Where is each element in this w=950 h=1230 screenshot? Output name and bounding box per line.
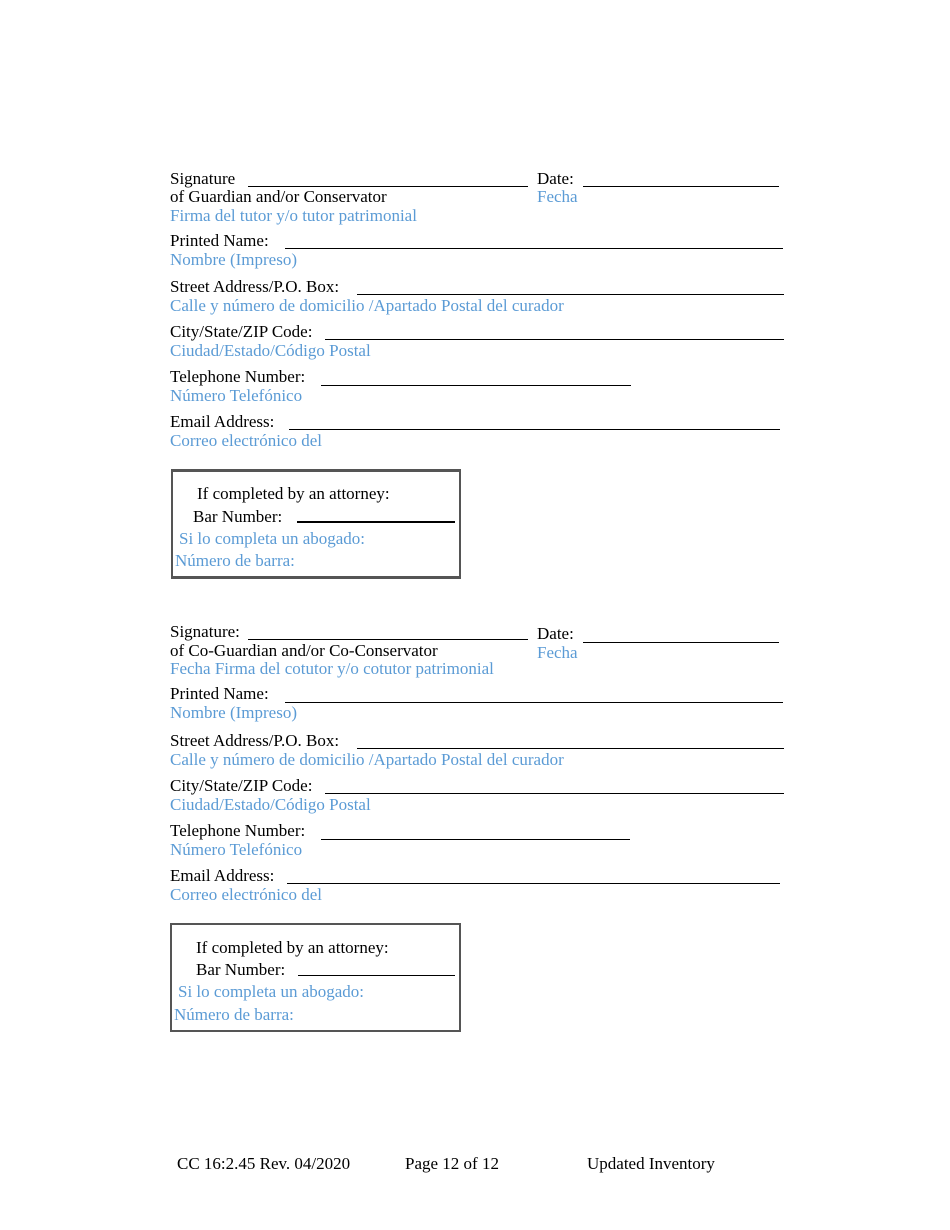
co-signature-label: Signature: — [170, 622, 240, 641]
printed-name-es-label: Nombre (Impreso) — [170, 250, 297, 269]
co-phone-field[interactable] — [321, 839, 630, 840]
bar-number-es-label: Número de barra: — [175, 551, 295, 570]
date-label: Date: — [537, 169, 574, 188]
co-bar-number-label: Bar Number: — [196, 960, 286, 979]
date-field[interactable] — [583, 186, 779, 187]
co-email-label: Email Address: — [170, 866, 275, 885]
co-phone-es-label: Número Telefónico — [170, 840, 303, 859]
attorney-es-label: Si lo completa un abogado: — [179, 529, 366, 548]
form-title: Updated Inventory — [587, 1154, 715, 1173]
email-field[interactable] — [289, 429, 780, 430]
printed-name-field[interactable] — [285, 248, 783, 249]
co-date-es-label: Fecha — [537, 643, 578, 662]
co-city-label: City/State/ZIP Code: — [170, 776, 313, 795]
co-bar-number-field[interactable] — [298, 975, 455, 976]
phone-label: Telephone Number: — [170, 367, 306, 386]
co-email-es-label: Correo electrónico del — [170, 885, 322, 904]
co-email-field[interactable] — [287, 883, 780, 884]
co-street-label: Street Address/P.O. Box: — [170, 731, 340, 750]
co-printed-name-field[interactable] — [285, 702, 783, 703]
co-signature-field[interactable] — [248, 639, 528, 640]
co-printed-name-es-label: Nombre (Impreso) — [170, 703, 297, 722]
street-field[interactable] — [357, 294, 784, 295]
co-printed-name-label: Printed Name: — [170, 684, 269, 703]
signature-label: Signature — [170, 169, 236, 188]
co-signature-sub-label: of Co-Guardian and/or Co-Conservator — [170, 641, 438, 660]
co-street-field[interactable] — [357, 748, 784, 749]
bar-number-label: Bar Number: — [193, 507, 283, 526]
signature-sub-label: of Guardian and/or Conservator — [170, 187, 387, 206]
bar-number-field[interactable] — [297, 521, 455, 523]
co-city-es-label: Ciudad/Estado/Código Postal — [170, 795, 371, 814]
city-label: City/State/ZIP Code: — [170, 322, 313, 341]
co-date-label: Date: — [537, 624, 574, 643]
street-label: Street Address/P.O. Box: — [170, 277, 340, 296]
co-phone-label: Telephone Number: — [170, 821, 306, 840]
co-signature-es-label: Fecha Firma del cotutor y/o cotutor patrimonial — [170, 659, 494, 678]
co-city-field[interactable] — [325, 793, 784, 794]
co-attorney-es-label: Si lo completa un abogado: — [178, 982, 365, 1001]
co-attorney-label: If completed by an attorney: — [196, 938, 389, 957]
co-date-field[interactable] — [583, 642, 779, 643]
city-field[interactable] — [325, 339, 784, 340]
printed-name-label: Printed Name: — [170, 231, 269, 250]
city-es-label: Ciudad/Estado/Código Postal — [170, 341, 371, 360]
phone-es-label: Número Telefónico — [170, 386, 303, 405]
email-es-label: Correo electrónico del — [170, 431, 322, 450]
co-street-es-label: Calle y número de domicilio /Apartado Postal del curador — [170, 750, 564, 769]
page-number: Page 12 of 12 — [405, 1154, 499, 1173]
form-code: CC 16:2.45 Rev. 04/2020 — [177, 1154, 351, 1173]
street-es-label: Calle y número de domicilio /Apartado Postal del curador — [170, 296, 564, 315]
email-label: Email Address: — [170, 412, 275, 431]
phone-field[interactable] — [321, 385, 631, 386]
date-es-label: Fecha — [537, 187, 578, 206]
co-bar-number-es-label: Número de barra: — [174, 1005, 294, 1024]
attorney-label: If completed by an attorney: — [197, 484, 390, 503]
signature-es-label: Firma del tutor y/o tutor patrimonial — [170, 206, 417, 225]
